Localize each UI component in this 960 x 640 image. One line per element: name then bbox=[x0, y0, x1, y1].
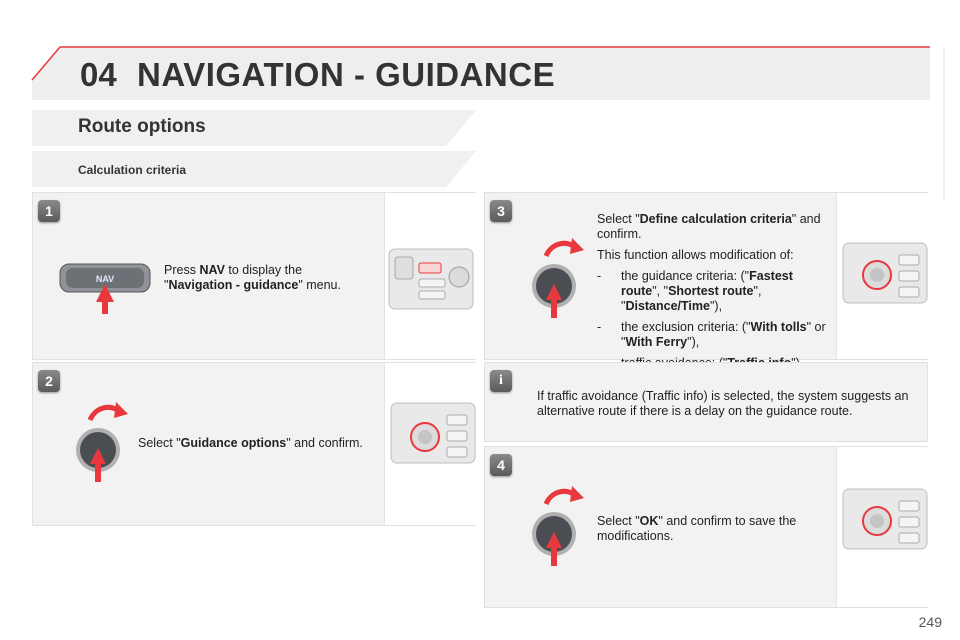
page-number: 249 bbox=[918, 614, 942, 630]
rotary-knob-icon[interactable] bbox=[70, 400, 130, 484]
rotary-dial-panel-icon bbox=[837, 447, 928, 607]
step-3-text bbox=[597, 212, 833, 377]
menu-name: Navigation - guidance bbox=[168, 278, 299, 292]
criteria-list bbox=[597, 269, 833, 371]
list-item: - the guidance criteria: ("Fastest route", "Shortest route", "Distance/Time"), bbox=[597, 269, 793, 313]
ok-label: OK bbox=[639, 514, 659, 528]
chapter-number: 04 bbox=[80, 56, 117, 93]
chapter-title: NAVIGATION - GUIDANCE bbox=[137, 56, 556, 93]
step-3-instruction: Select "Define calculation criteria" and confirm. bbox=[597, 212, 821, 241]
section-title: Route options bbox=[78, 116, 206, 137]
guidance-options-label: Guidance options bbox=[180, 436, 287, 450]
step-1-badge: 1 bbox=[38, 200, 60, 222]
nav-key-label: NAV bbox=[199, 263, 225, 277]
nav-button-label: NAV bbox=[95, 274, 115, 284]
step-3-badge: 3 bbox=[490, 200, 512, 222]
step-2-device-image bbox=[384, 363, 476, 525]
step-3-device-image bbox=[836, 193, 928, 359]
radio-faceplate-icon bbox=[385, 193, 476, 359]
rotary-dial-panel-icon bbox=[385, 363, 476, 525]
section-subtitle: Calculation criteria bbox=[78, 163, 187, 177]
step-2-text: Select "Guidance options" and confirm. bbox=[138, 436, 363, 450]
info-text: If traffic avoidance (Traffic info) is selected, the system suggests an alternative route if there is a delay on the guidance route. bbox=[537, 389, 909, 418]
step-4-text: Select "OK" and confirm to save the modifications. bbox=[597, 514, 797, 543]
step-1-device-image bbox=[384, 193, 476, 359]
step-4-badge: 4 bbox=[490, 454, 512, 476]
nav-button-icon[interactable] bbox=[58, 258, 154, 318]
step-2-badge: 2 bbox=[38, 370, 60, 392]
step-1-text: Press NAV to display the "Navigation - guidance" menu. bbox=[164, 263, 341, 292]
rotary-dial-panel-icon bbox=[837, 193, 928, 359]
step-3-intro: This function allows modification of: bbox=[597, 248, 794, 262]
rotary-knob-icon[interactable] bbox=[526, 236, 586, 320]
step-4-device-image bbox=[836, 447, 928, 607]
rotary-knob-icon[interactable] bbox=[526, 484, 586, 568]
info-badge: i bbox=[490, 370, 512, 392]
list-item: - the exclusion criteria: ("With tolls" or "With Ferry"), bbox=[597, 320, 826, 349]
